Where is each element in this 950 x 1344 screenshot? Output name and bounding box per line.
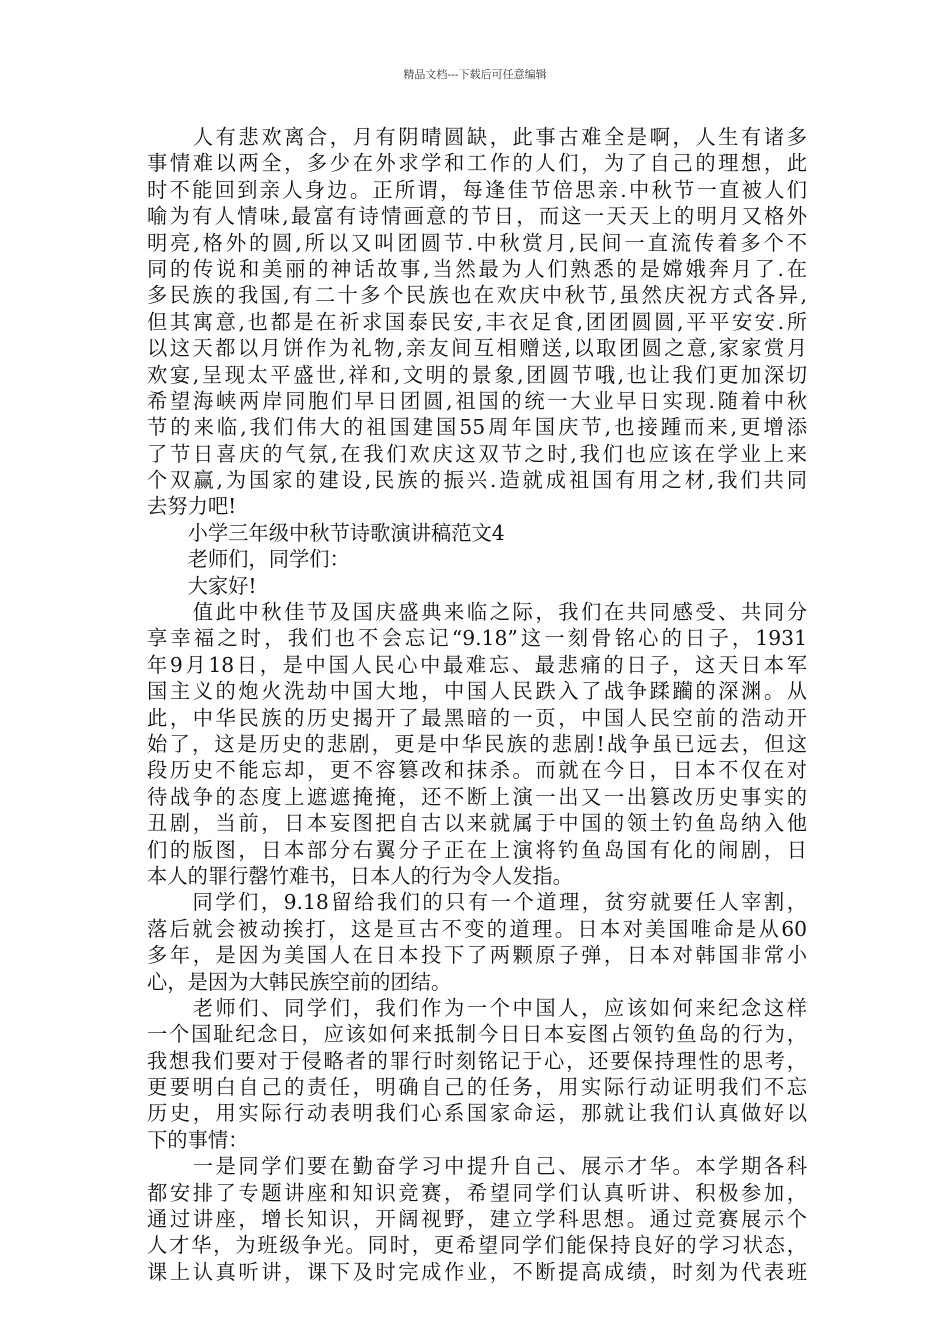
text-line: 欢宴,呈现太平盛世,祥和,文明的景象,团圆节哦,也让我们更加深切 bbox=[147, 362, 807, 387]
text-line: 大家好! bbox=[147, 573, 257, 598]
text-line: 丑剧，当前，日本妄图把自古以来就属于中国的领土钓鱼岛纳入他 bbox=[147, 811, 807, 836]
text-line: 此，中华民族的历史揭开了最黑暗的一页，中国人民空前的浩动开 bbox=[147, 705, 807, 730]
text-line: 去努力吧! bbox=[147, 494, 237, 519]
text-line: 课上认真听讲，课下及时完成作业，不断提高成绩，时刻为代表班 bbox=[147, 1259, 807, 1284]
document-body bbox=[147, 124, 807, 1285]
text-line: 以这天都以月饼作为礼物,亲友间互相赠送,以取团圆之意,家家赏月 bbox=[147, 336, 807, 361]
text-line: 下的事情： bbox=[147, 1127, 249, 1152]
text-line: 节的来临,我们伟大的祖国建国55周年国庆节,也接踵而来,更增添 bbox=[147, 415, 807, 440]
text-line: 了节日喜庆的气氛,在我们欢庆这双节之时,我们也应该在学业上来 bbox=[147, 441, 807, 466]
text-line: 同的传说和美丽的神话故事,当然最为人们熟悉的是嫦娥奔月了.在 bbox=[147, 256, 807, 281]
text-line: 更要明白自己的责任，明确自己的任务，用实际行动证明我们不忘 bbox=[147, 1075, 807, 1100]
text-line: 一个国耻纪念日，应该如何来抵制今日日本妄图占领钓鱼岛的行为， bbox=[147, 1022, 807, 1047]
text-line: 老师们，同学们： bbox=[147, 547, 350, 572]
text-line: 待战争的态度上遮遮掩掩，还不断上演一出又一出篡改历史事实的 bbox=[147, 784, 807, 809]
text-line: 明亮,格外的圆,所以又叫团圆节.中秋赏月,民间一直流传着多个不 bbox=[147, 230, 807, 255]
text-line: 事情难以两全，多少在外求学和工作的人们，为了自己的理想，此 bbox=[147, 151, 807, 176]
text-line: 我想我们要对于侵略者的罪行时刻铭记于心，还要保持理性的思考， bbox=[147, 1048, 807, 1073]
text-line: 段历史不能忘却，更不容篡改和抹杀。而就在今日，日本不仅在对 bbox=[147, 758, 807, 783]
text-line: 时不能回到亲人身边。正所谓，每逢佳节倍思亲.中秋节一直被人们 bbox=[147, 177, 807, 202]
text-line: 但其寓意,也都是在祈求国泰民安,丰衣足食,团团圆圆,平平安安.所 bbox=[147, 309, 807, 334]
text-line: 小学三年级中秋节诗歌演讲稿范文4 bbox=[147, 520, 505, 545]
text-line: 一是同学们要在勤奋学习中提升自己、展示才华。本学期各科 bbox=[147, 1154, 807, 1179]
text-line: 个双赢,为国家的建设,民族的振兴.造就成祖国有用之材,我们共同 bbox=[147, 468, 807, 493]
text-line: 本人的罪行罄竹难书，日本人的行为令人发指。 bbox=[147, 863, 573, 888]
text-line: 落后就会被动挨打，这是亘古不变的道理。日本对美国唯命是从60 bbox=[147, 916, 807, 941]
text-line: 们的版图，日本部分右翼分子正在上演将钓鱼岛国有化的闹剧，日 bbox=[147, 837, 807, 862]
text-line: 享幸福之时，我们也不会忘记“9.18”这一刻骨铭心的日子，1931 bbox=[147, 626, 807, 651]
text-line: 多年，是因为美国人在日本投下了两颗原子弹，日本对韩国非常小 bbox=[147, 943, 807, 968]
text-line: 历史，用实际行动表明我们心系国家命运，那就让我们认真做好以 bbox=[147, 1101, 807, 1126]
text-line: 始了，这是历史的悲剧，更是中华民族的悲剧!战争虽已远去，但这 bbox=[147, 731, 807, 756]
text-line: 老师们、同学们，我们作为一个中国人，应该如何来纪念这样 bbox=[147, 995, 807, 1020]
text-line: 喻为有人情味,最富有诗情画意的节日，而这一天天上的明月又格外 bbox=[147, 204, 807, 229]
text-line: 希望海峡两岸同胞们早日团圆,祖国的统一大业早日实现.随着中秋 bbox=[147, 388, 807, 413]
text-line: 都安排了专题讲座和知识竞赛，希望同学们认真听讲、积极参加， bbox=[147, 1180, 807, 1205]
text-line: 年9月18日，是中国人民心中最难忘、最悲痛的日子，这天日本军 bbox=[147, 652, 807, 677]
page-header: 精品文档---下载后可任意编辑 bbox=[403, 68, 547, 81]
text-line: 同学们，9.18留给我们的只有一个道理，贫穷就要任人宰割， bbox=[147, 890, 807, 915]
text-line: 心，是因为大韩民族空前的团结。 bbox=[147, 969, 452, 994]
text-line: 通过讲座，增长知识，开阔视野，建立学科思想。通过竞赛展示个 bbox=[147, 1207, 807, 1232]
text-line: 国主义的炮火洗劫中国大地，中国人民跌入了战争蹂躏的深渊。从 bbox=[147, 679, 807, 704]
text-line: 人才华，为班级争光。同时，更希望同学们能保持良好的学习状态， bbox=[147, 1233, 807, 1258]
text-line: 多民族的我国,有二十多个民族也在欢庆中秋节,虽然庆祝方式各异, bbox=[147, 283, 807, 308]
text-line: 值此中秋佳节及国庆盛典来临之际，我们在共同感受、共同分 bbox=[147, 600, 807, 625]
text-line: 人有悲欢离合，月有阴晴圆缺，此事古难全是啊，人生有诸多 bbox=[147, 125, 807, 149]
